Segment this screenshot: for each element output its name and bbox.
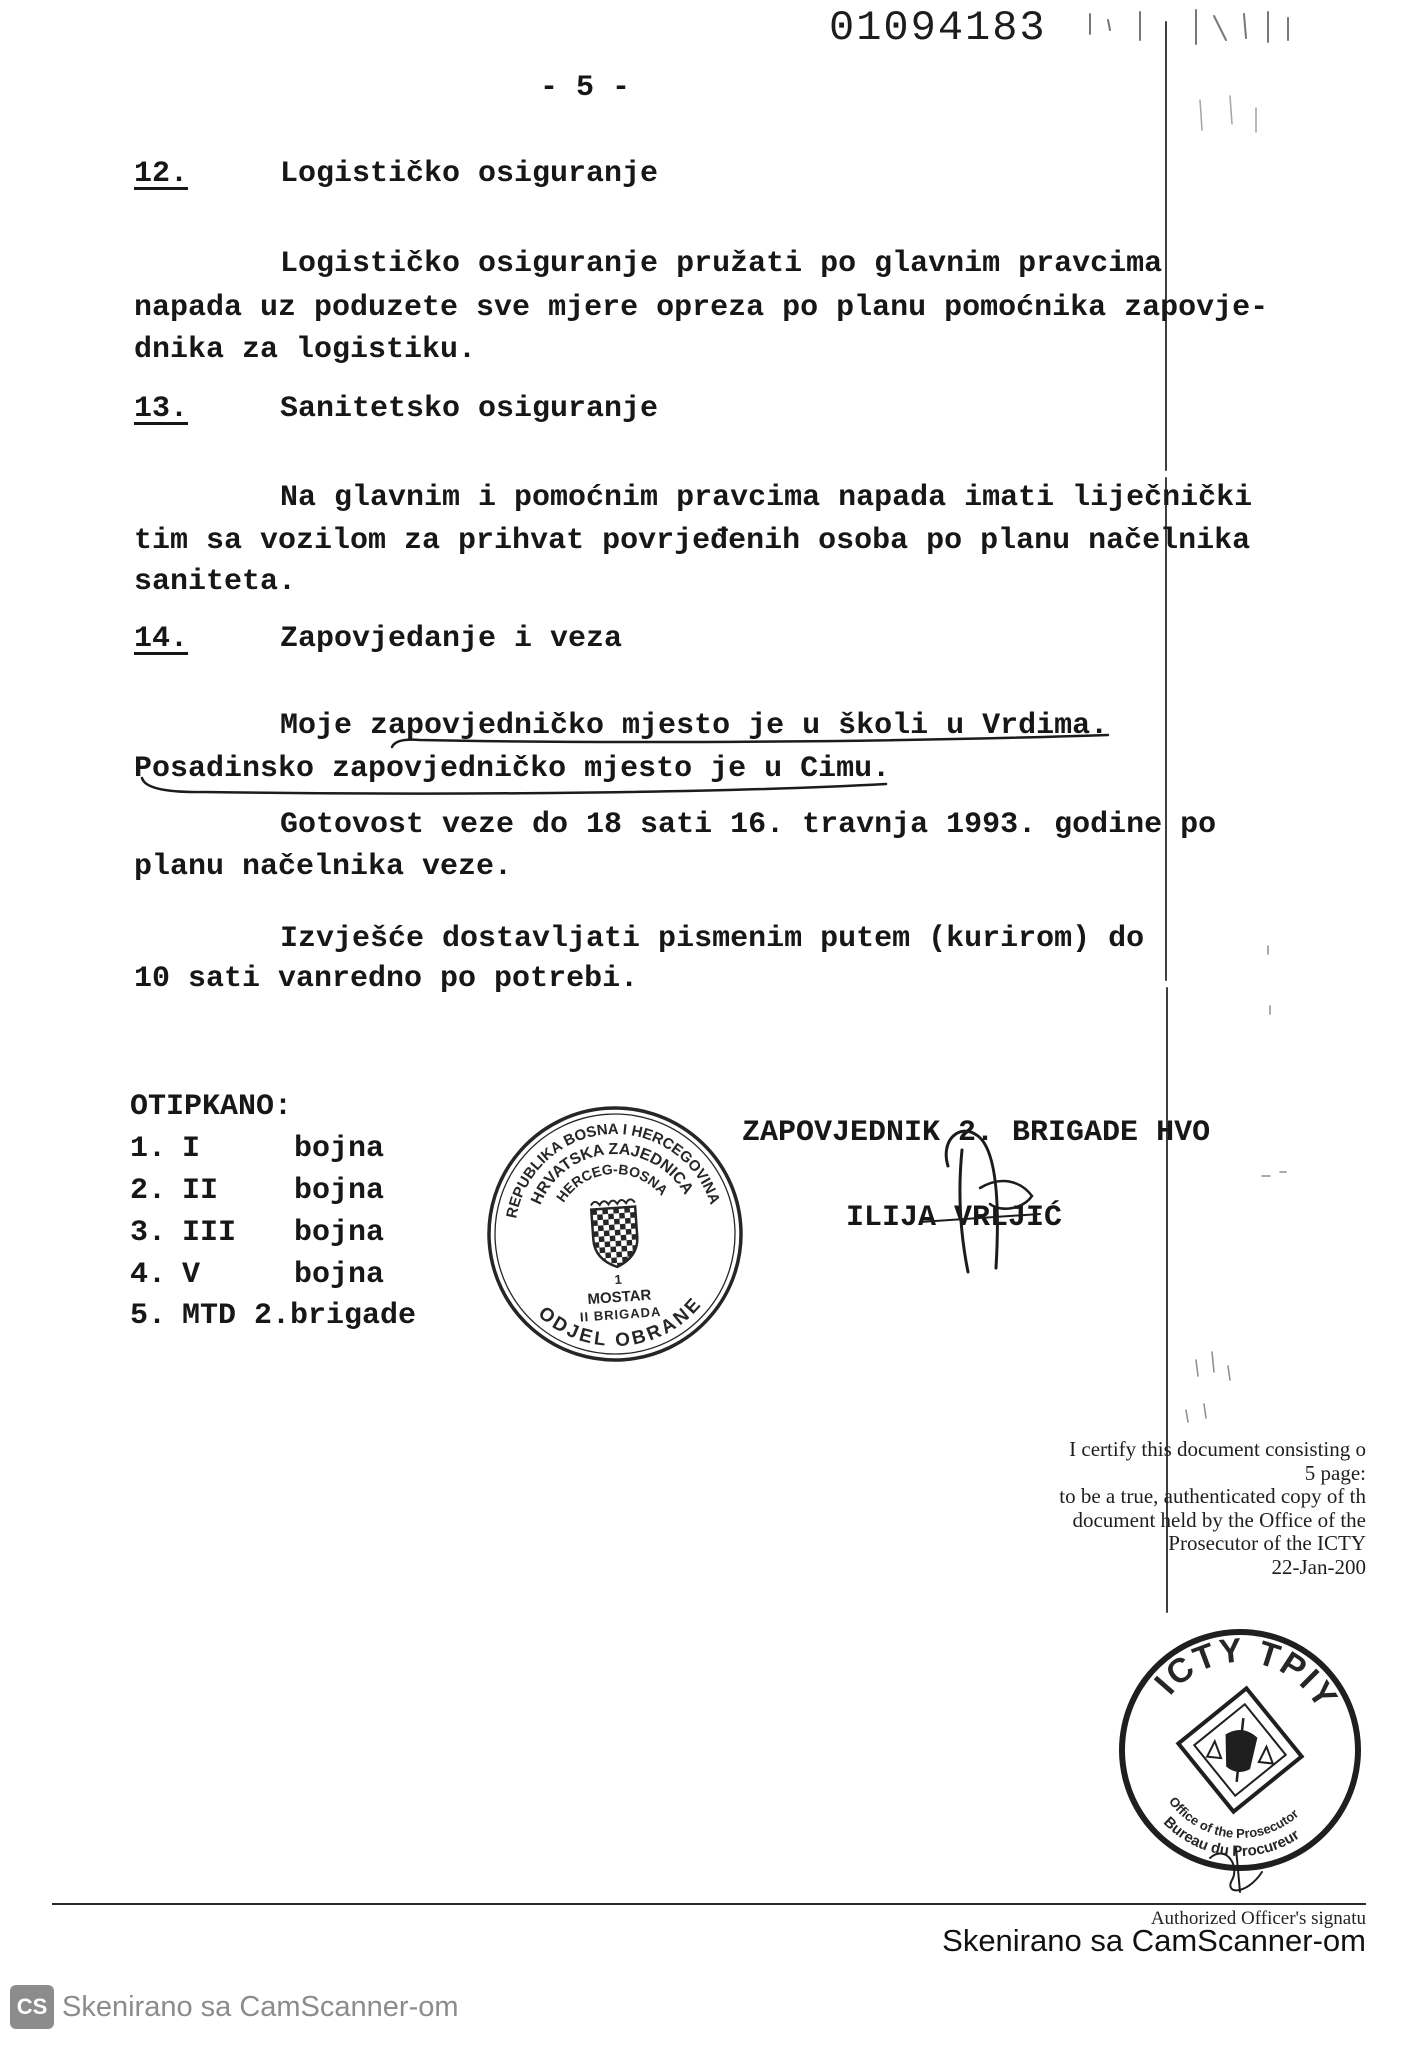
seal-text-outer-bottom: ODJEL OBRANE xyxy=(534,1292,707,1352)
section-14-line: Gotovost veze do 18 sati 16. travnja 1993. godine po xyxy=(280,808,1217,842)
scanner-watermark: Skenirano sa CamScanner-om xyxy=(942,1923,1366,1958)
seal-number: 1 xyxy=(614,1271,623,1288)
section-13-number: 13. xyxy=(134,392,189,426)
page-number: - 5 - xyxy=(540,71,631,105)
section-12-title: Logističko osiguranje xyxy=(280,157,659,191)
icty-stamp xyxy=(1116,1626,1364,1874)
camscanner-footer-text: Skenirano sa CamScanner-om xyxy=(62,1991,459,2023)
list-item-unit: MTD 2.brigade xyxy=(182,1299,417,1333)
section-13-line: tim sa vozilom za prihvat povrjeđenih osoba po planu načelnika xyxy=(134,524,1251,558)
certification-line: I certify this document consisting o xyxy=(1069,1437,1366,1461)
list-item-type: bojna xyxy=(294,1258,385,1292)
section-12-line: Logističko osiguranje pružati po glavnim pravcima xyxy=(280,247,1163,281)
section-14-line: Posadinsko zapovjedničko mjesto je u Cimu. xyxy=(134,752,891,786)
list-item-number: 4. xyxy=(130,1258,167,1292)
section-14-line: planu načelnika veze. xyxy=(134,850,513,884)
icty-stamp-top-text: ICTY TPIY xyxy=(1147,1631,1346,1717)
camscanner-logo-icon: CS xyxy=(10,1985,54,2029)
list-item-unit: II xyxy=(182,1174,219,1208)
seal-text-outer-top: REPUBLIKA BOSNA I HERCEGOVINA xyxy=(503,1120,724,1220)
seal-unit: II BRIGADA xyxy=(579,1303,662,1325)
commander-name: ILIJA VRLJIĆ xyxy=(846,1201,1063,1235)
list-item-number: 5. xyxy=(130,1299,167,1333)
seal-text-ring3: HERCEG-BOSNA xyxy=(552,1160,672,1205)
section-12-line: dnika za logistiku. xyxy=(134,333,477,367)
list-item-number: 3. xyxy=(130,1216,167,1250)
certification-line: Prosecutor of the ICTY xyxy=(1168,1531,1366,1555)
certification-line: 5 page: xyxy=(1304,1460,1366,1485)
seal-text-ring2: HRVATSKA ZAJEDNICA xyxy=(528,1140,697,1208)
section-13-line: saniteta. xyxy=(134,565,297,599)
list-item-number: 2. xyxy=(130,1174,167,1208)
scales-of-justice-icon xyxy=(1172,1682,1308,1818)
typed-label: OTIPKANO: xyxy=(130,1090,293,1124)
list-item-type: bojna xyxy=(294,1216,385,1250)
list-item-type: bojna xyxy=(294,1174,385,1208)
certification-line: 22-Jan-200 xyxy=(1271,1554,1366,1579)
section-12-number: 12. xyxy=(134,157,189,191)
section-14-title: Zapovjedanje i veza xyxy=(280,622,623,656)
list-item-type: bojna xyxy=(294,1132,385,1166)
seal-city: MOSTAR xyxy=(586,1286,652,1309)
icty-stamp-bottom-text: Office of the Prosecutor xyxy=(1166,1793,1302,1842)
section-14-line: Moje zapovjedničko mjesto je u školi u Vrdima. xyxy=(280,709,1109,743)
section-14-line: 10 sati vanredno po potrebi. xyxy=(134,962,639,996)
commander-title: ZAPOVJEDNIK 2. BRIGADE HVO xyxy=(742,1116,1211,1150)
certification-line: to be a true, authenticated copy of th xyxy=(1059,1484,1366,1508)
authorized-signature-label: Authorized Officer's signatu xyxy=(1150,1908,1366,1929)
checkerboard-shield-icon xyxy=(591,1199,640,1268)
icty-stamp-bottom-text: Bureau du Procureur xyxy=(1160,1813,1303,1861)
signature-line xyxy=(52,1903,1366,1905)
document-number: 01094183 xyxy=(829,4,1047,52)
round-seal xyxy=(485,1104,745,1364)
list-item-number: 1. xyxy=(130,1132,167,1166)
list-item-unit: V xyxy=(182,1258,201,1292)
section-13-title: Sanitetsko osiguranje xyxy=(280,392,659,426)
certification-line: document held by the Office of the xyxy=(1072,1507,1366,1532)
section-13-line: Na glavnim i pomoćnim pravcima napada imati liječnički xyxy=(280,481,1253,515)
section-14-line: Izvješće dostavljati pismenim putem (kurirom) do xyxy=(280,922,1145,956)
section-14-number: 14. xyxy=(134,622,189,656)
section-12-line: napada uz poduzete sve mjere opreza po planu pomoćnika zapovje- xyxy=(134,291,1269,325)
list-item-unit: I xyxy=(182,1132,201,1166)
certification-text xyxy=(966,1438,1366,1579)
list-item-unit: III xyxy=(182,1216,237,1250)
